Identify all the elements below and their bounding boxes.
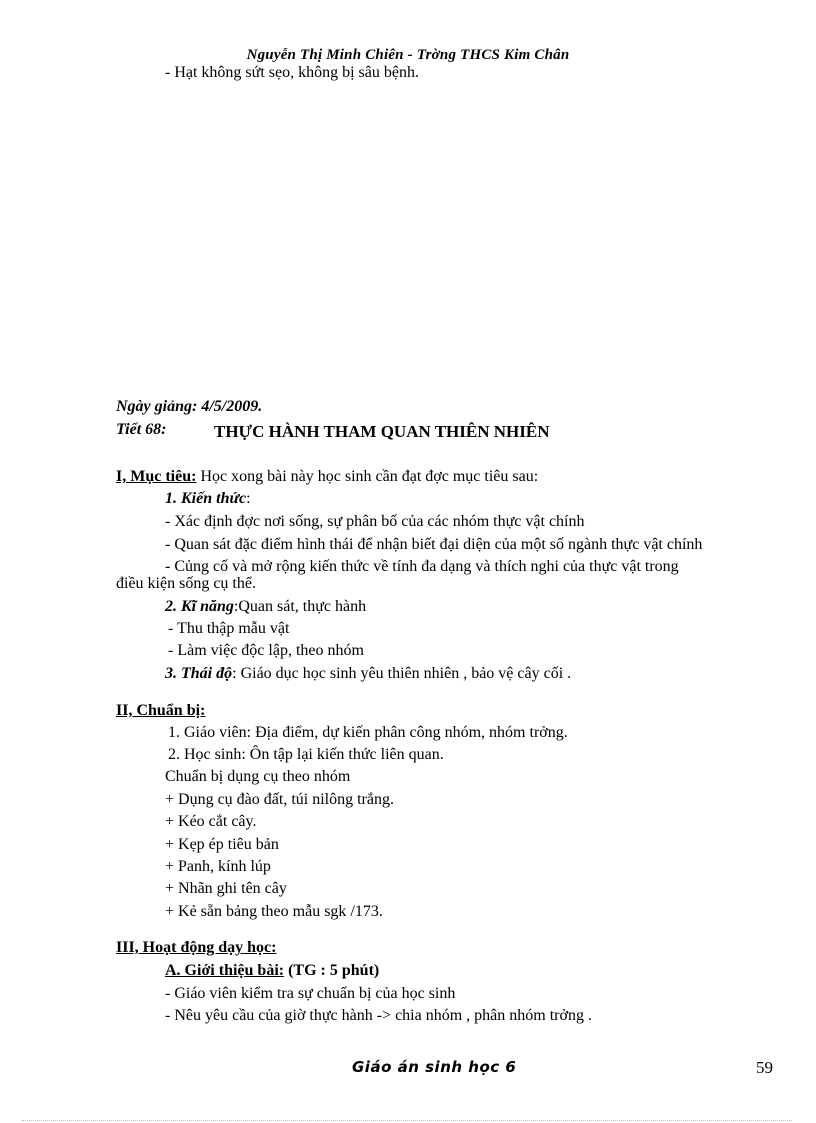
- prep-item-4: + Dụng cụ đào đất, túi nilông trắng.: [165, 791, 394, 808]
- skill-text: :Quan sát, thực hành: [233, 598, 367, 615]
- skill-item-2: - Làm việc độc lập, theo nhóm: [168, 642, 364, 659]
- prep-item-1: 1. Giáo viên: Địa điểm, dự kiến phân công nhóm, nhóm trởng.: [168, 724, 568, 741]
- top-line: - Hạt không sứt sẹo, không bị sâu bệnh.: [165, 64, 419, 81]
- skill-line: [165, 598, 366, 616]
- knowledge-label: 1. Kiến thức: [165, 490, 247, 507]
- knowledge-item-3a: - Củng cố và mở rộng kiến thức về tính đa dạng và thích nghi của thực vật trong: [165, 558, 679, 575]
- page-divider: [22, 1120, 792, 1121]
- prep-item-2: 2. Học sinh: Ôn tập lại kiến thức liên quan.: [168, 746, 444, 763]
- section-1-heading: I, Mục tiêu:: [116, 468, 197, 485]
- prep-item-5: + Kéo cắt cây.: [165, 813, 257, 830]
- knowledge-item-2: - Quan sát đặc điểm hình thái để nhận biết đại diện của một số ngành thực vật chính: [165, 536, 703, 553]
- knowledge-line: [165, 490, 251, 508]
- section-1-intro: Học xong bài này học sinh cần đạt đợc mục tiêu sau:: [196, 468, 539, 485]
- intro-time: (TG : 5 phút): [284, 962, 380, 979]
- knowledge-item-3b: điều kiện sống cụ thể.: [116, 575, 256, 592]
- knowledge-item-1: - Xác định đợc nơi sống, sự phân bố của các nhóm thực vật chính: [165, 513, 585, 530]
- intro-line: [165, 962, 379, 980]
- prep-item-9: + Kẻ sẵn bảng theo mẫu sgk /173.: [165, 903, 383, 920]
- skill-item-1: - Thu thập mẫu vật: [168, 620, 290, 637]
- activity-item-2: - Nêu yêu cầu của giờ thực hành -> chia nhóm , phân nhóm trởng .: [165, 1007, 592, 1024]
- section-1-line: [116, 468, 538, 486]
- page-header: Nguyễn Thị Minh Chiên - Trờng THCS Kim Chân: [246, 47, 570, 63]
- date-line: Ngày giảng: 4/5/2009.: [116, 398, 263, 415]
- section-3-heading: III, Hoạt động dạy học:: [116, 939, 277, 956]
- activity-item-1: - Giáo viên kiểm tra sự chuẩn bị của học sinh: [165, 985, 456, 1002]
- lesson-title: THỰC HÀNH THAM QUAN THIÊN NHIÊN: [214, 422, 550, 441]
- prep-item-6: + Kẹp ép tiêu bản: [165, 836, 279, 853]
- page-number: 59: [756, 1058, 773, 1077]
- prep-item-7: + Panh, kính lúp: [165, 858, 271, 875]
- section-2-heading: II, Chuẩn bị:: [116, 702, 206, 719]
- attitude-label: 3. Thái độ: [165, 665, 233, 682]
- prep-item-3: Chuẩn bị dụng cụ theo nhóm: [165, 768, 351, 785]
- skill-label: 2. Kĩ năng: [165, 598, 234, 615]
- page-footer: Giáo án sinh học 6: [352, 1058, 517, 1076]
- attitude-text: : Giáo dục học sinh yêu thiên nhiên , bảo vệ cây cối .: [232, 665, 572, 682]
- attitude-line: [165, 665, 571, 683]
- lesson-label: Tiết 68:: [116, 421, 167, 438]
- intro-heading: A. Giới thiệu bài:: [165, 962, 285, 979]
- prep-item-8: + Nhãn ghi tên cây: [165, 880, 287, 897]
- knowledge-colon: :: [246, 490, 251, 507]
